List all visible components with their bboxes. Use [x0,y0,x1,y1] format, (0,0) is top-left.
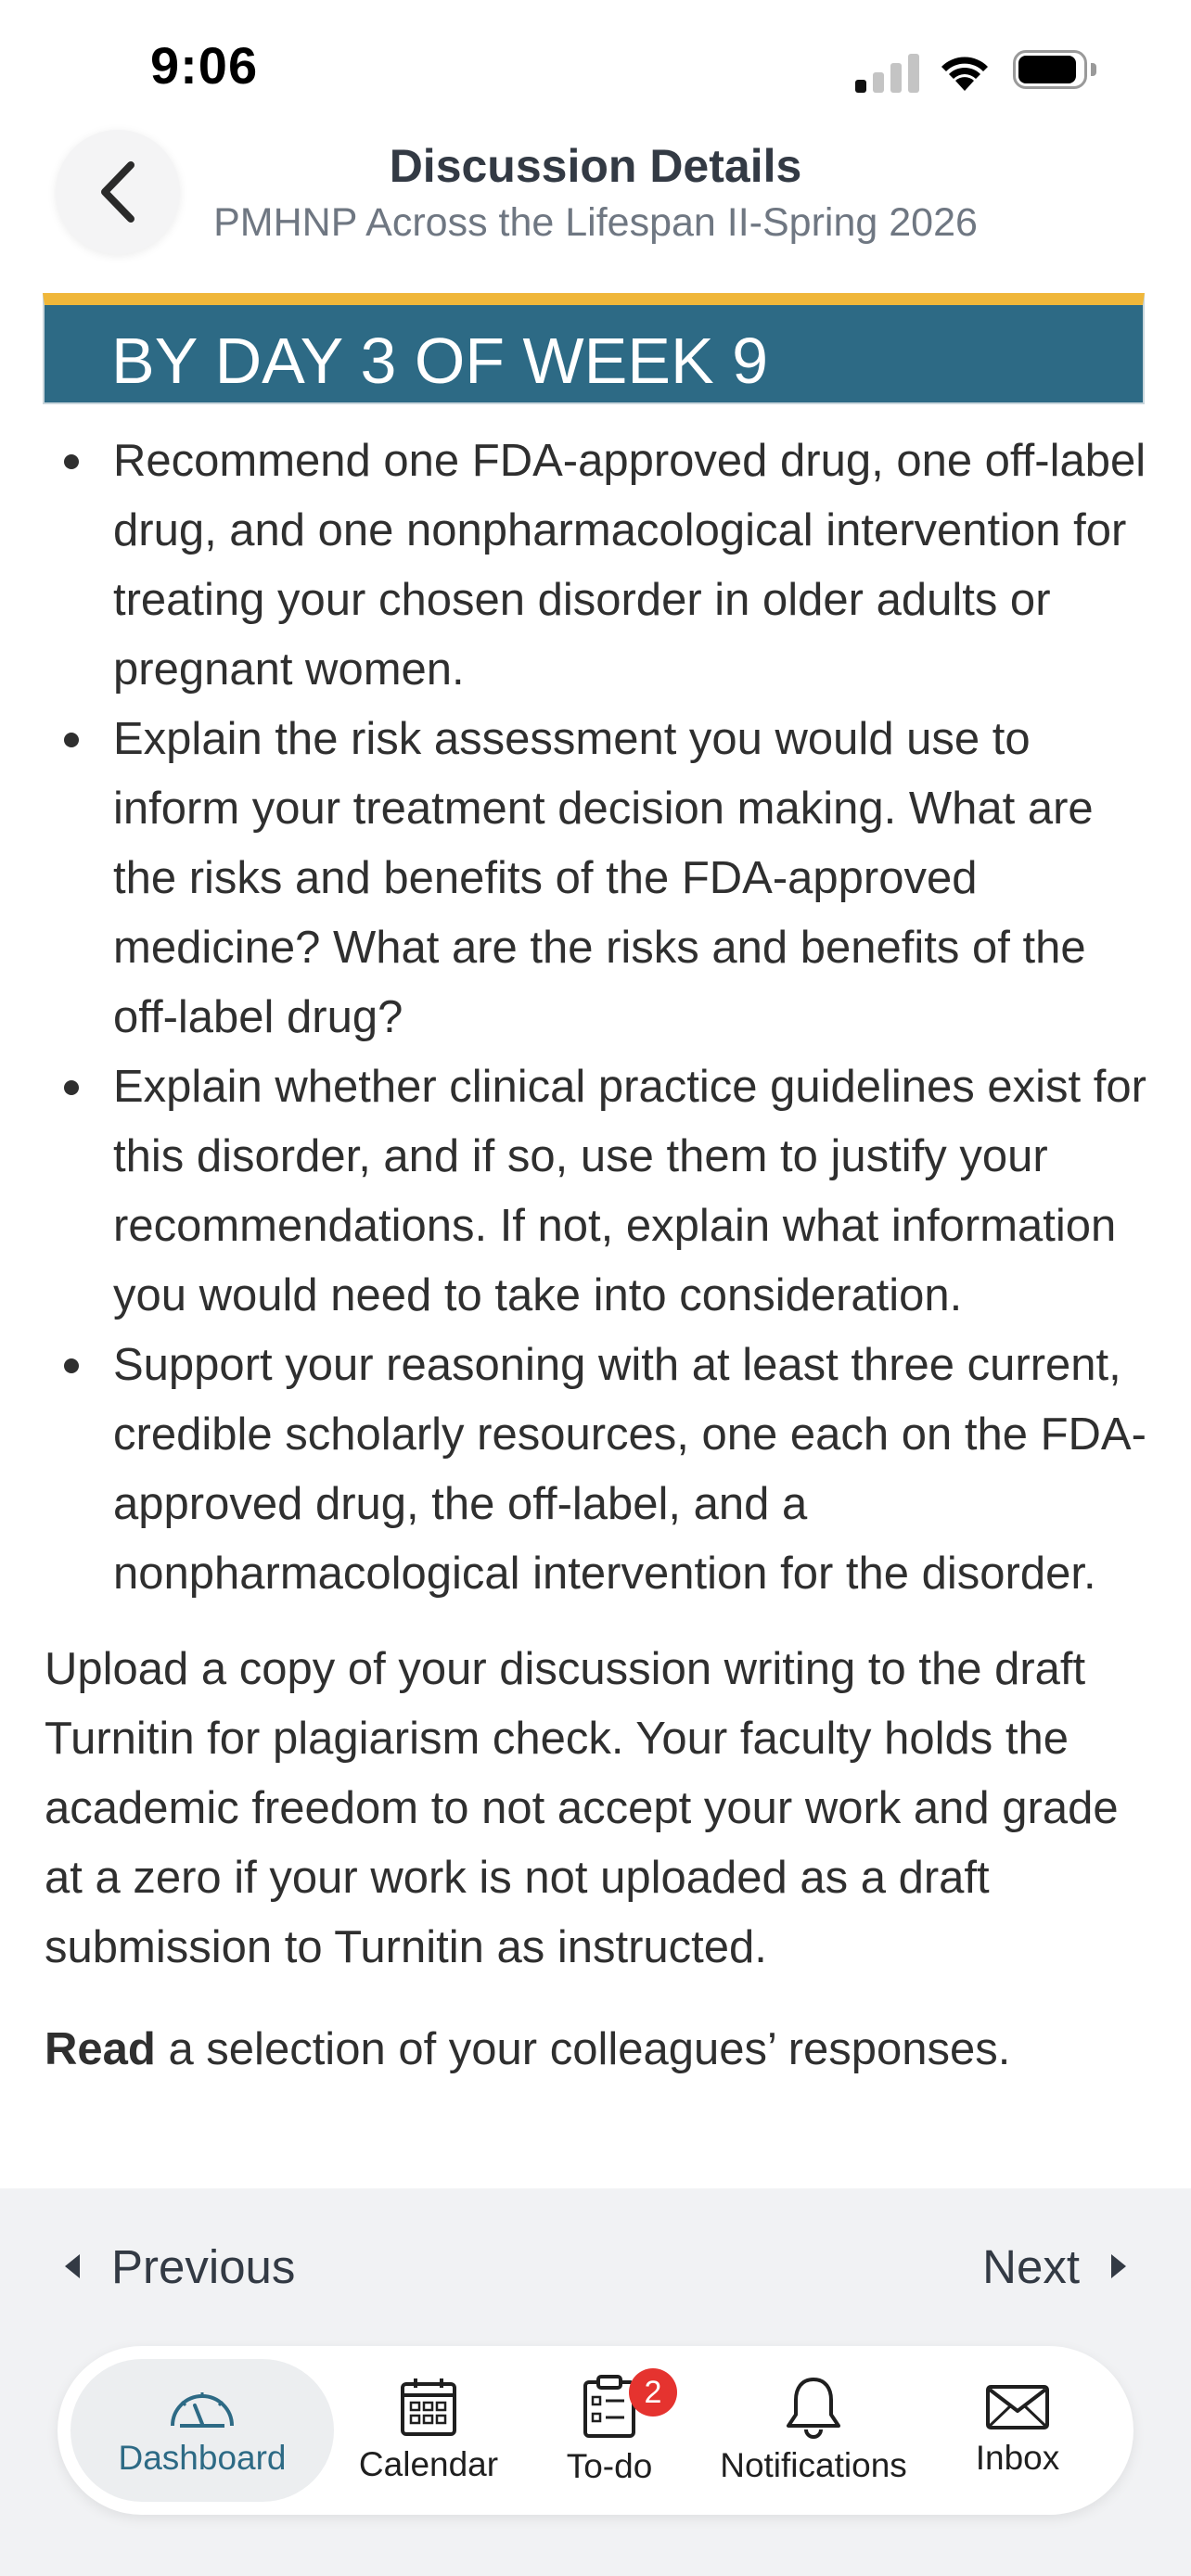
list-item: Explain whether clinical practice guidelines exist for this disorder, and if so, use them to justify your recommendations. If not, explain what information you would need to take into consideration. [113,1052,1146,1331]
tab-todo-label: To-do [566,2447,653,2485]
list-item: Recommend one FDA-approved drug, one off-label drug, and one nonpharmacological intervention for treating your chosen disorder in older adults or pregnant women. [113,427,1146,705]
week-banner: BY DAY 3 OF WEEK 9 [43,293,1145,404]
list-item: Explain the risk assessment you would use to inform your treatment decision making. What are the risks and benefits of the FDA-approved medicine? What are the risks and benefits of the off-label drug? [113,705,1146,1052]
requirements-list [45,427,1146,1609]
bell-icon [783,2376,844,2439]
pager [0,2188,1191,2344]
clipboard-checklist-icon [582,2375,637,2440]
tab-todo[interactable] [531,2359,688,2502]
previous-button[interactable] [65,2188,295,2344]
status-bar [0,0,1191,139]
dashboard-gauge-icon [167,2383,237,2431]
tab-inbox-label: Inbox [975,2439,1060,2477]
caret-right-icon [1111,2254,1126,2278]
envelope-icon [985,2383,1050,2431]
tab-bar [58,2346,1133,2515]
read-instructions [45,2015,1146,2085]
previous-label: Previous [111,2239,296,2293]
battery-icon [1013,50,1098,91]
todo-count-badge: 2 [629,2368,677,2417]
next-button[interactable] [982,2188,1126,2344]
tab-inbox[interactable] [939,2359,1096,2502]
read-bold-label: Read [45,2024,156,2074]
caret-left-icon [65,2254,80,2278]
upload-instructions: Upload a copy of your discussion writing to the draft Turnitin for plagiarism check. Your faculty holds the academic freedom to not accept your work and grade at a zero if your work is not uploaded as a draft submission to Turnitin as instructed. [45,1644,1119,1972]
discussion-content [45,293,1146,2085]
tab-dashboard[interactable] [70,2359,334,2502]
page-title: Discussion Details [389,140,802,192]
cellular-signal-icon [855,52,920,93]
tab-calendar-label: Calendar [358,2445,499,2483]
wifi-icon [937,48,992,93]
status-time: 9:06 [150,36,259,95]
course-subtitle: PMHNP Across the Lifespan II-Spring 2026 [213,200,978,245]
list-item: Support your reasoning with at least three current, credible scholarly resources, one each on the FDA-approved drug, the off-label, and a nonpharmacological intervention for the disorder. [113,1331,1146,1609]
tab-dashboard-label: Dashboard [118,2439,287,2477]
next-label: Next [982,2239,1080,2293]
tab-notifications[interactable] [698,2359,929,2502]
tab-notifications-label: Notifications [720,2446,907,2484]
tab-calendar[interactable] [336,2359,521,2502]
calendar-icon [399,2377,458,2438]
read-instructions-text: a selection of your colleagues’ responses. [155,2024,1011,2074]
